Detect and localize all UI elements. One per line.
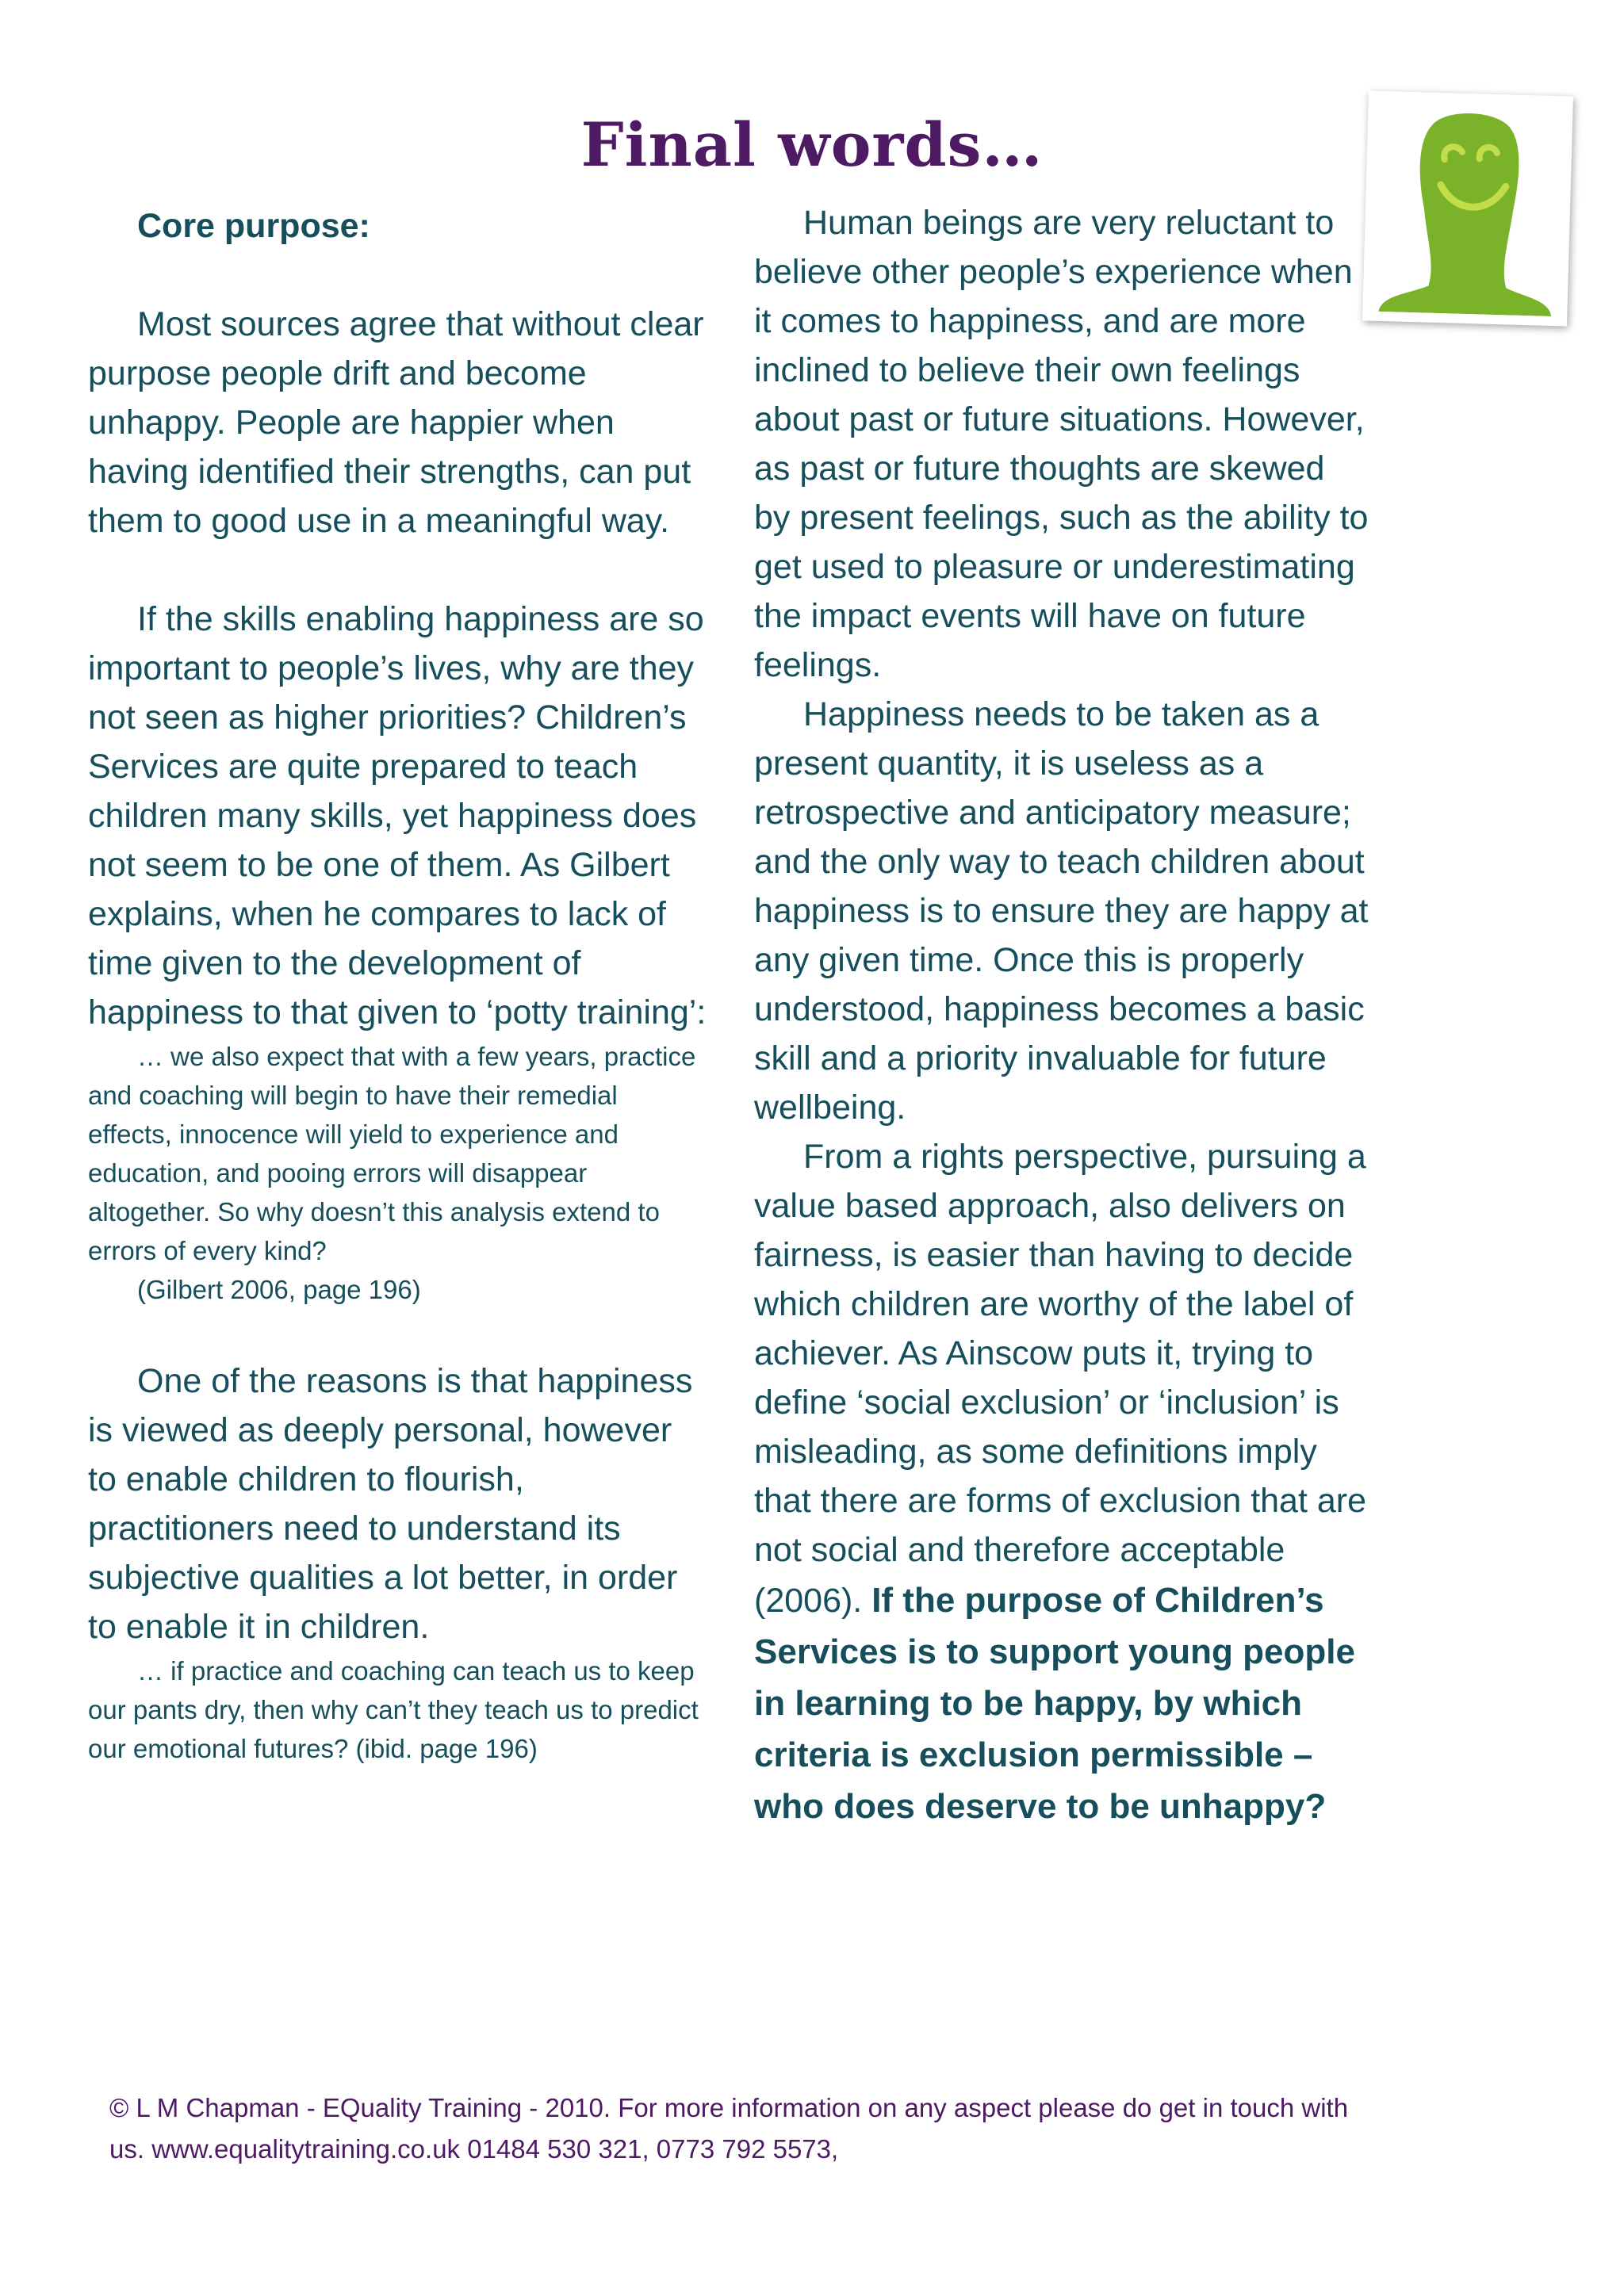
paragraph: Happiness needs to be taken as a present quantity, it is useless as a retrospective and anticipatory measure; and the only way to teach children about happiness is to ensure they are happy at any given time. Once this is properly understood, happiness becomes a basic skill and a priority invaluable for future wellbeing. [754,695,1369,1127]
paragraph: If the skills enabling happiness are so important to people’s lives, why are they not seen as higher priorities? Children’s Services are quite prepared to teach children many skills, yet happiness does not seem to be one of them. As Gilbert explains, when he compares to lack of time given to the development of happiness to that given to ‘potty training’: [88,600,707,1031]
paragraph-text: From a rights perspective, pursuing a value based approach, also delivers on fairness, is easier than having to decide which children are worthy of the label of achiever. As Ainscow puts it, trying to define ‘social exclusion’ or ‘inclusion’ is misleading, as some definitions imply that there are forms of exclusion that are not social and therefore acceptable (2006). [754,1138,1367,1620]
paragraph: One of the reasons is that happiness is viewed as deeply personal, however to enable children to flourish, practitioners need to understand its subjective qualities a lot better, in order to enable it in children. [88,1362,693,1646]
footer [109,2087,1529,2170]
block-quote: … if practice and coaching can teach us to keep our pants dry, then why can’t they teach us to predict our emotional futures? (ibid. page 196) [88,1656,699,1763]
left-column [88,201,707,1768]
page-title: Final words… [580,109,1044,180]
paragraph [754,1132,1369,1832]
right-column [754,198,1369,1832]
paragraph: Most sources agree that without clear purpose people drift and become unhappy. People are happier when having identified their strengths, can put them to good use in a meaningful way. [88,305,704,540]
footer-contact: us. www.equalitytraining.co.uk 01484 530 321, 0773 792 5573, [109,2134,839,2164]
quote-citation: (Gilbert 2006, page 196) [137,1275,421,1304]
block-quote: … we also expect that with a few years, practice and coaching will begin to have their remedial effects, innocence will yield to experience and education, and pooing errors will disappear altogether. So why doesn’t this analysis extend to errors of every kind? [88,1042,696,1265]
paragraph: Human beings are very reluctant to believe other people’s experience when it comes to happiness, and are more inclined to believe their own feelings about past or future situations. However, as past or future thoughts are skewed by present feelings, such as the ability to get used to pleasure or underestimating the impact events will have on future feelings. [754,204,1369,684]
footer-copyright: © L M Chapman - EQuality Training - 2010. For more information on any aspect please do get in touch with [109,2093,1349,2122]
smiley-person-icon [1372,101,1563,316]
avatar-photo-card [1362,90,1573,326]
emphasis-question: If the purpose of Children’s Services is to support young people in learning to be happy, by which criteria is exclusion permissible – who does deserve to be unhappy? [754,1581,1355,1826]
section-heading: Core purpose: [137,207,370,245]
